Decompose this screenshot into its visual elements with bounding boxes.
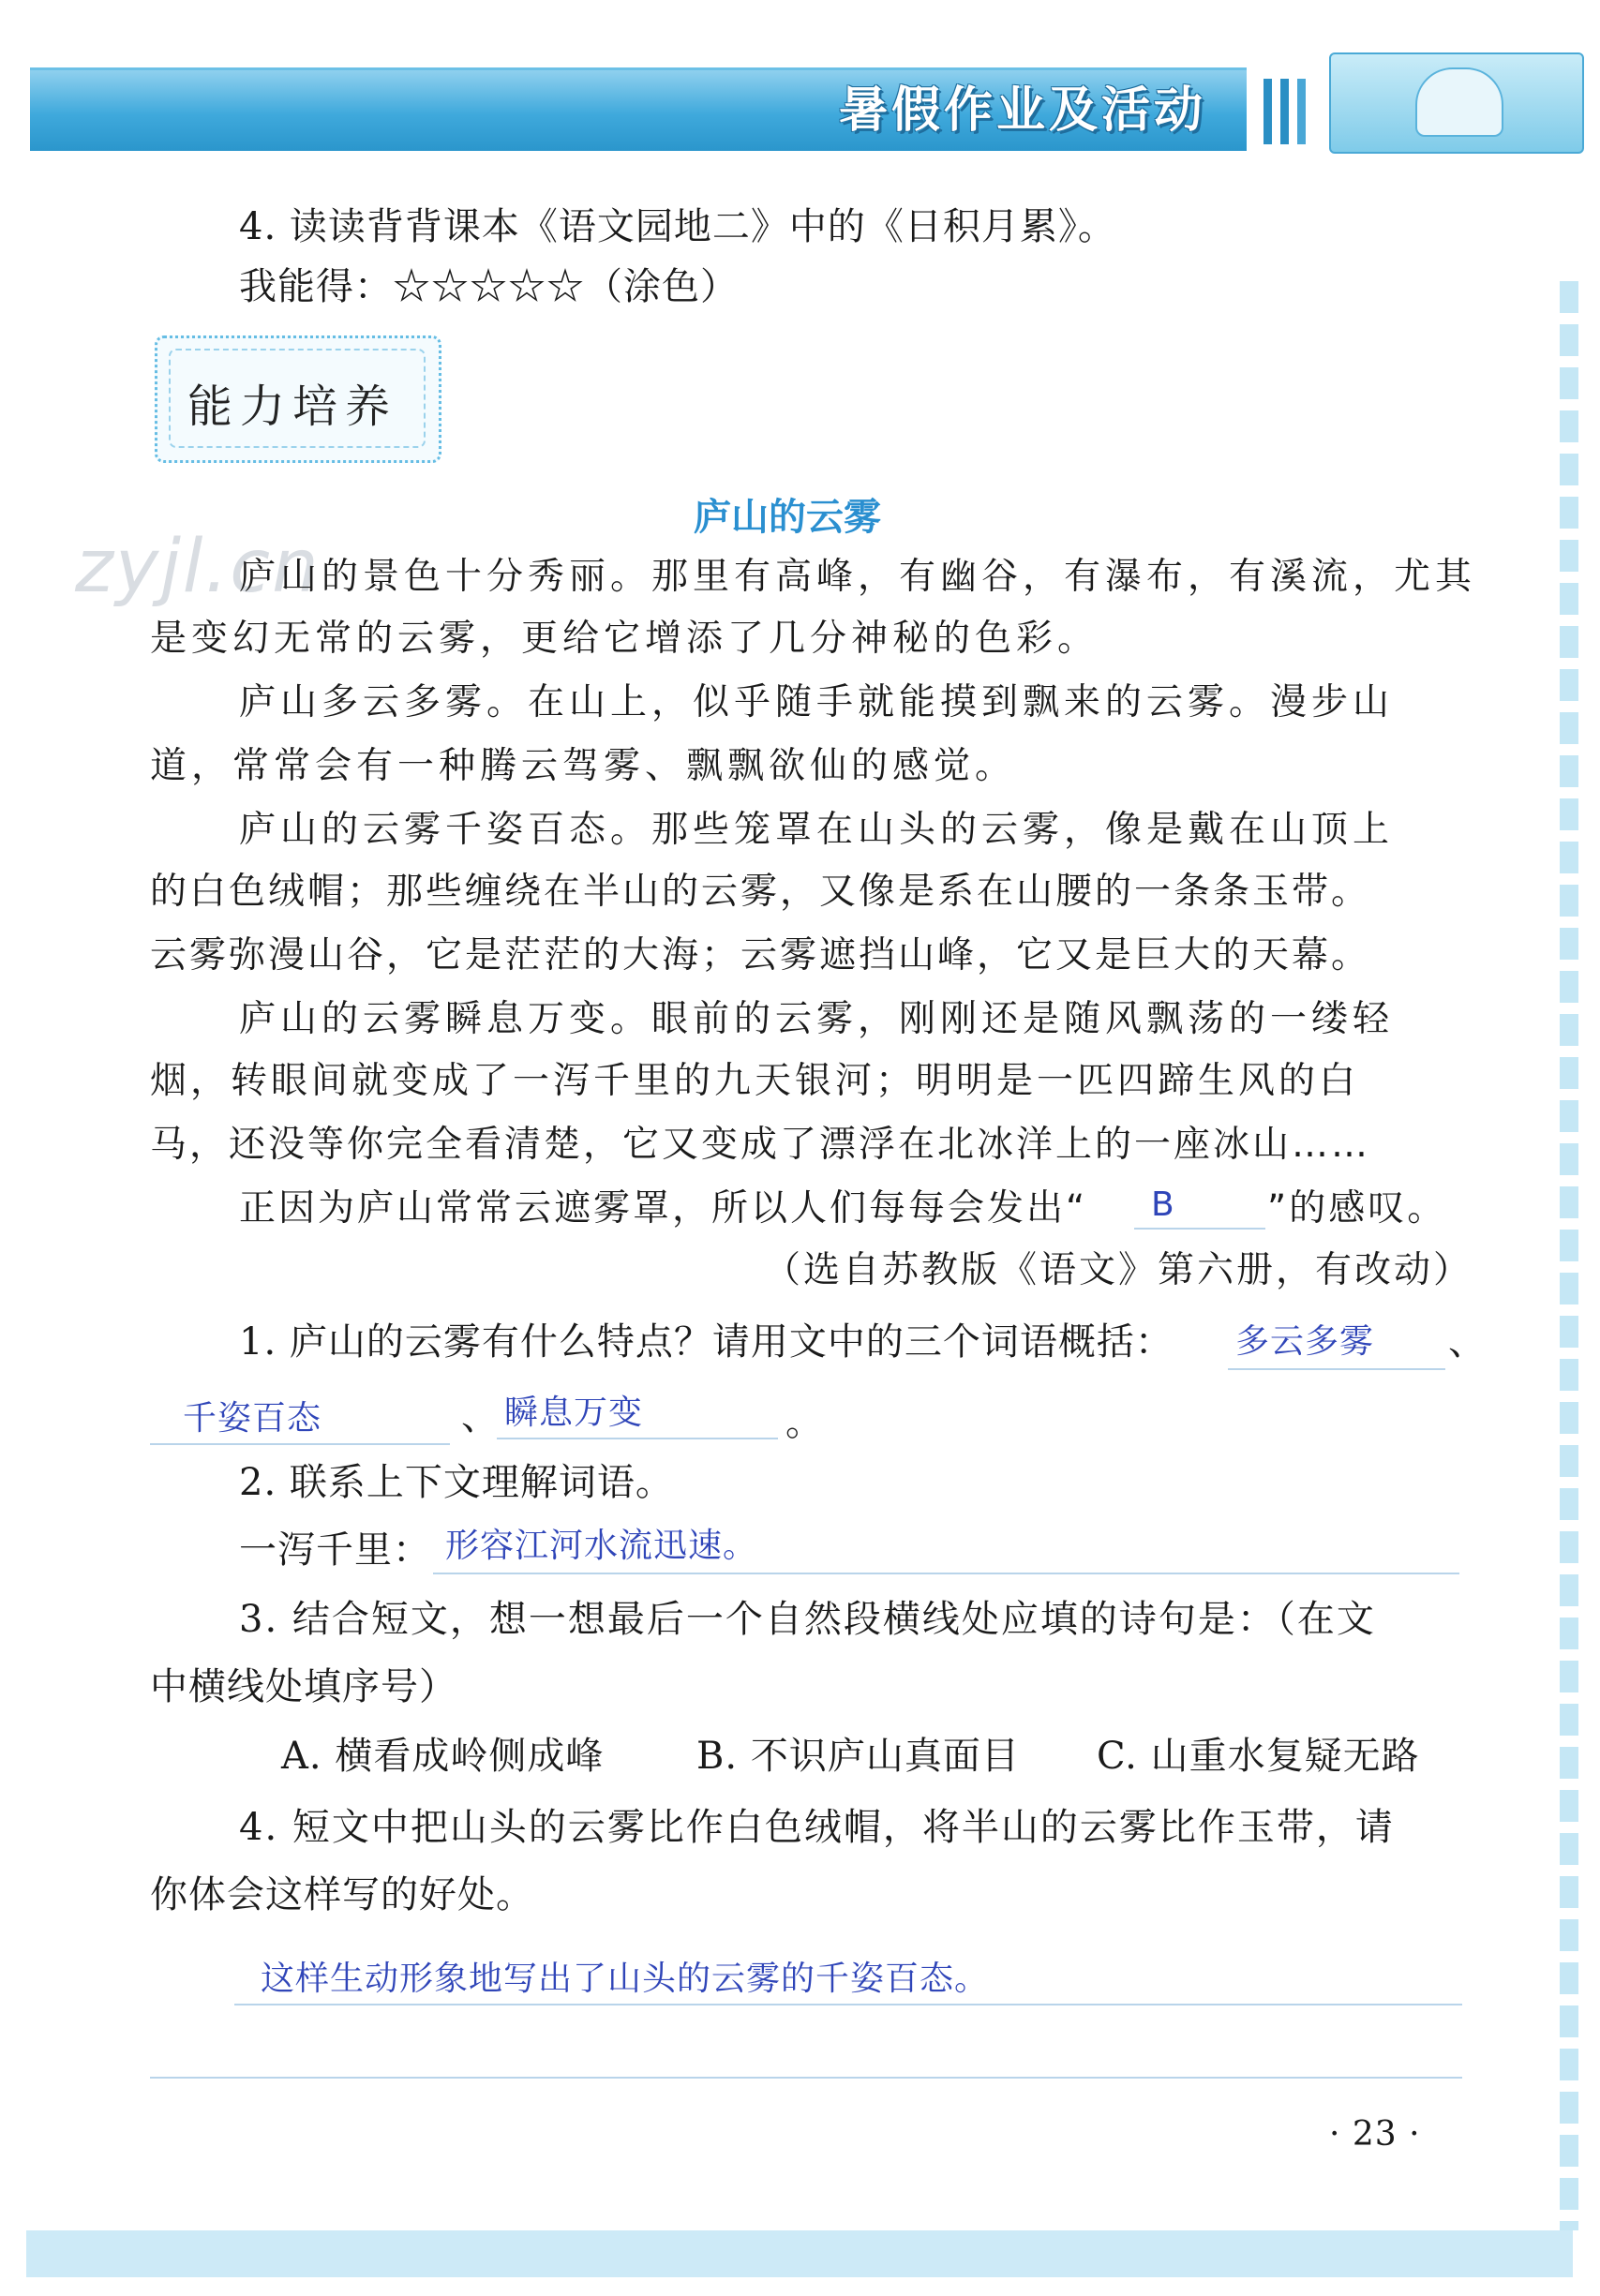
section-badge: 能力培养 (187, 380, 398, 433)
q1-answer-3[interactable]: 瞬息万变 (504, 1394, 644, 1432)
passage-line: 马，还没等你完全看清楚，它又变成了漂浮在北冰洋上的一座冰山…… (150, 1124, 1371, 1166)
q2-term: 一泻千里： (239, 1528, 431, 1572)
header-title: 暑假作业及活动 (839, 82, 1207, 139)
passage-line: 道，常常会有一种腾云驾雾、飘飘欲仙的感觉。 (150, 745, 1017, 787)
q2-answer-line (433, 1573, 1459, 1574)
q1-separator: 、 (1448, 1320, 1487, 1364)
q4-answer-line (234, 2004, 1462, 2005)
q1-separator: 、 (461, 1395, 500, 1439)
q1-answer-1[interactable]: 多云多雾 (1235, 1322, 1375, 1361)
passage-last-suffix: ”的感叹。 (1267, 1187, 1447, 1230)
passage-line: 庐山的景色十分秀丽。那里有高峰，有幽谷，有瀑布，有溪流，尤其 (239, 556, 1477, 598)
q3-option-b: B. 不识庐山真面目 (696, 1735, 1020, 1778)
passage-line: 庐山的云雾瞬息万变。眼前的云雾，刚刚还是随风飘荡的一缕轻 (239, 998, 1395, 1040)
header-divider-bar (1297, 79, 1306, 144)
q3-option-c: C. 山重水复疑无路 (1097, 1735, 1420, 1778)
q1-text: 1. 庐山的云雾有什么特点？请用文中的三个词语概括： (239, 1320, 1174, 1364)
q4-answer-line (150, 2077, 1462, 2079)
page-number: · 23 · (1329, 2115, 1421, 2154)
passage-line: 云雾弥漫山谷，它是茫茫的大海；云雾遮挡山峰，它又是巨大的天幕。 (150, 934, 1371, 977)
q2-answer[interactable]: 形容江河水流迅速。 (445, 1527, 758, 1565)
cat-illustration-icon (1415, 67, 1503, 137)
task4-instruction: 4. 读读背背课本《语文园地二》中的《日积月累》。 (239, 205, 1116, 248)
q4-text: 4. 短文中把山头的云雾比作白色绒帽，将半山的云雾比作玉带，请 (239, 1806, 1395, 1849)
q3-text: 3. 结合短文，想一想最后一个自然段横线处应填的诗句是：（在文 (239, 1598, 1376, 1641)
q1-answer-line (497, 1438, 778, 1439)
q1-end: 。 (785, 1401, 824, 1444)
q1-answer-2[interactable]: 千姿百态 (183, 1399, 322, 1438)
passage-blank-line (1134, 1228, 1265, 1230)
passage-line: 是变幻无常的云雾，更给它增添了几分神秘的色彩。 (150, 618, 1099, 660)
passage-line: 庐山的云雾千姿百态。那些笼罩在山头的云雾，像是戴在山顶上 (239, 809, 1395, 851)
passage-source: （选自苏教版《语文》第六册，有改动） (764, 1249, 1473, 1291)
passage-last-prefix: 正因为庐山常常云遮雾罩，所以人们每每会发出“ (239, 1187, 1088, 1230)
passage-blank-answer[interactable]: B (1151, 1185, 1175, 1224)
header-divider-bar (1264, 79, 1272, 144)
q4-text: 你体会这样写的好处。 (150, 1873, 534, 1916)
passage-title: 庐山的云雾 (694, 496, 881, 539)
footer-band (26, 2230, 1573, 2277)
watermark: zyjl.cn (75, 525, 321, 609)
q3-option-a: A. 横看成岭侧成峰 (281, 1735, 605, 1778)
passage-line: 庐山多云多雾。在山上，似乎随手就能摸到飘来的云雾。漫步山 (239, 681, 1395, 723)
margin-decoration (1560, 281, 1578, 2230)
passage-line: 的白色绒帽；那些缠绕在半山的云雾，又像是系在山腰的一条条玉带。 (150, 871, 1371, 913)
q4-answer[interactable]: 这样生动形象地写出了山头的云雾的千姿百态。 (261, 1960, 990, 1998)
header-divider-bar (1280, 79, 1289, 144)
q1-answer-line (1228, 1368, 1445, 1370)
task4-rating: 我能得：☆☆☆☆☆（涂色） (239, 265, 739, 308)
passage-line: 烟，转眼间就变成了一泻千里的九天银河；明明是一匹四蹄生风的白 (150, 1060, 1360, 1102)
q2-text: 2. 联系上下文理解词语。 (239, 1461, 674, 1504)
q3-text: 中横线处填序号） (150, 1665, 457, 1708)
q1-answer-line (150, 1443, 450, 1445)
header-illustration (1329, 52, 1584, 154)
